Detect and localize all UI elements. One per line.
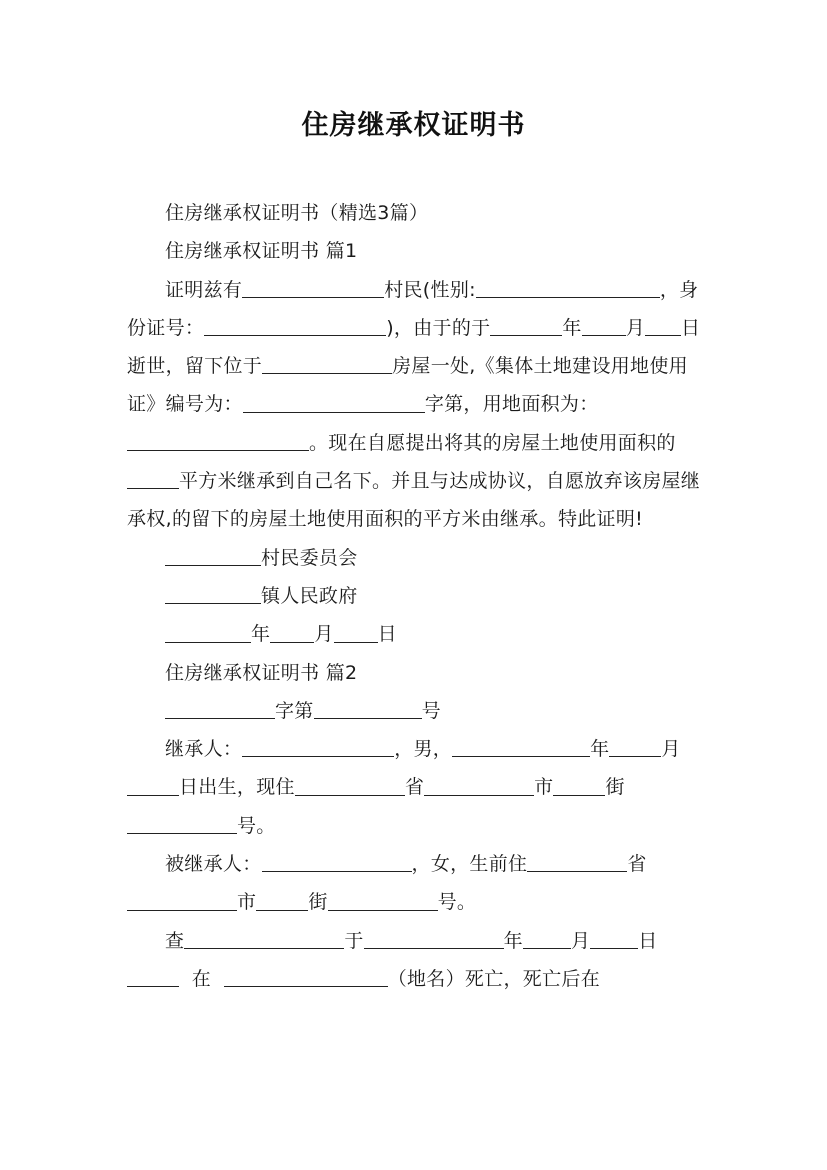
intro-line: 住房继承权证明书（精选3篇） <box>165 202 429 224</box>
signature-village-committee: 村民委员会 <box>127 539 702 577</box>
ref-number-line: 字第 号 <box>127 692 702 730</box>
signature-town-government: 镇人民政府 <box>127 577 702 615</box>
paragraph-1: 证明兹有 村民(性别: ，身份证号： )，由于的于 年 月 日逝世，留下位于 房屋一处,《集体土地建设用地使用证》编号为： 字第，用地面积为：。现在自愿提出将其的房屋土地使用面积的平方米继承到自己名下。并且与达成协议，自愿放弃该房屋继承权,的留下的房屋土地使用面积的平方米由继承。特此证明! <box>127 278 701 531</box>
section-heading-2: 住房继承权证明书 篇2 <box>165 661 358 684</box>
date-line-1: 年 月 日 <box>127 615 702 653</box>
decedent-paragraph: 被继承人： ，女，生前住 省市 街 号。 <box>127 845 702 922</box>
death-paragraph: 查 于 年 月 日 在 （地名）死亡，死亡后在 <box>127 922 702 999</box>
section-heading-1: 住房继承权证明书 篇1 <box>165 240 358 263</box>
heir-paragraph: 继承人： ，男， 年 月日出生，现住 省 市 街号。 <box>127 730 702 845</box>
document-title: 住房继承权证明书 <box>301 110 526 141</box>
document-body <box>127 194 702 998</box>
